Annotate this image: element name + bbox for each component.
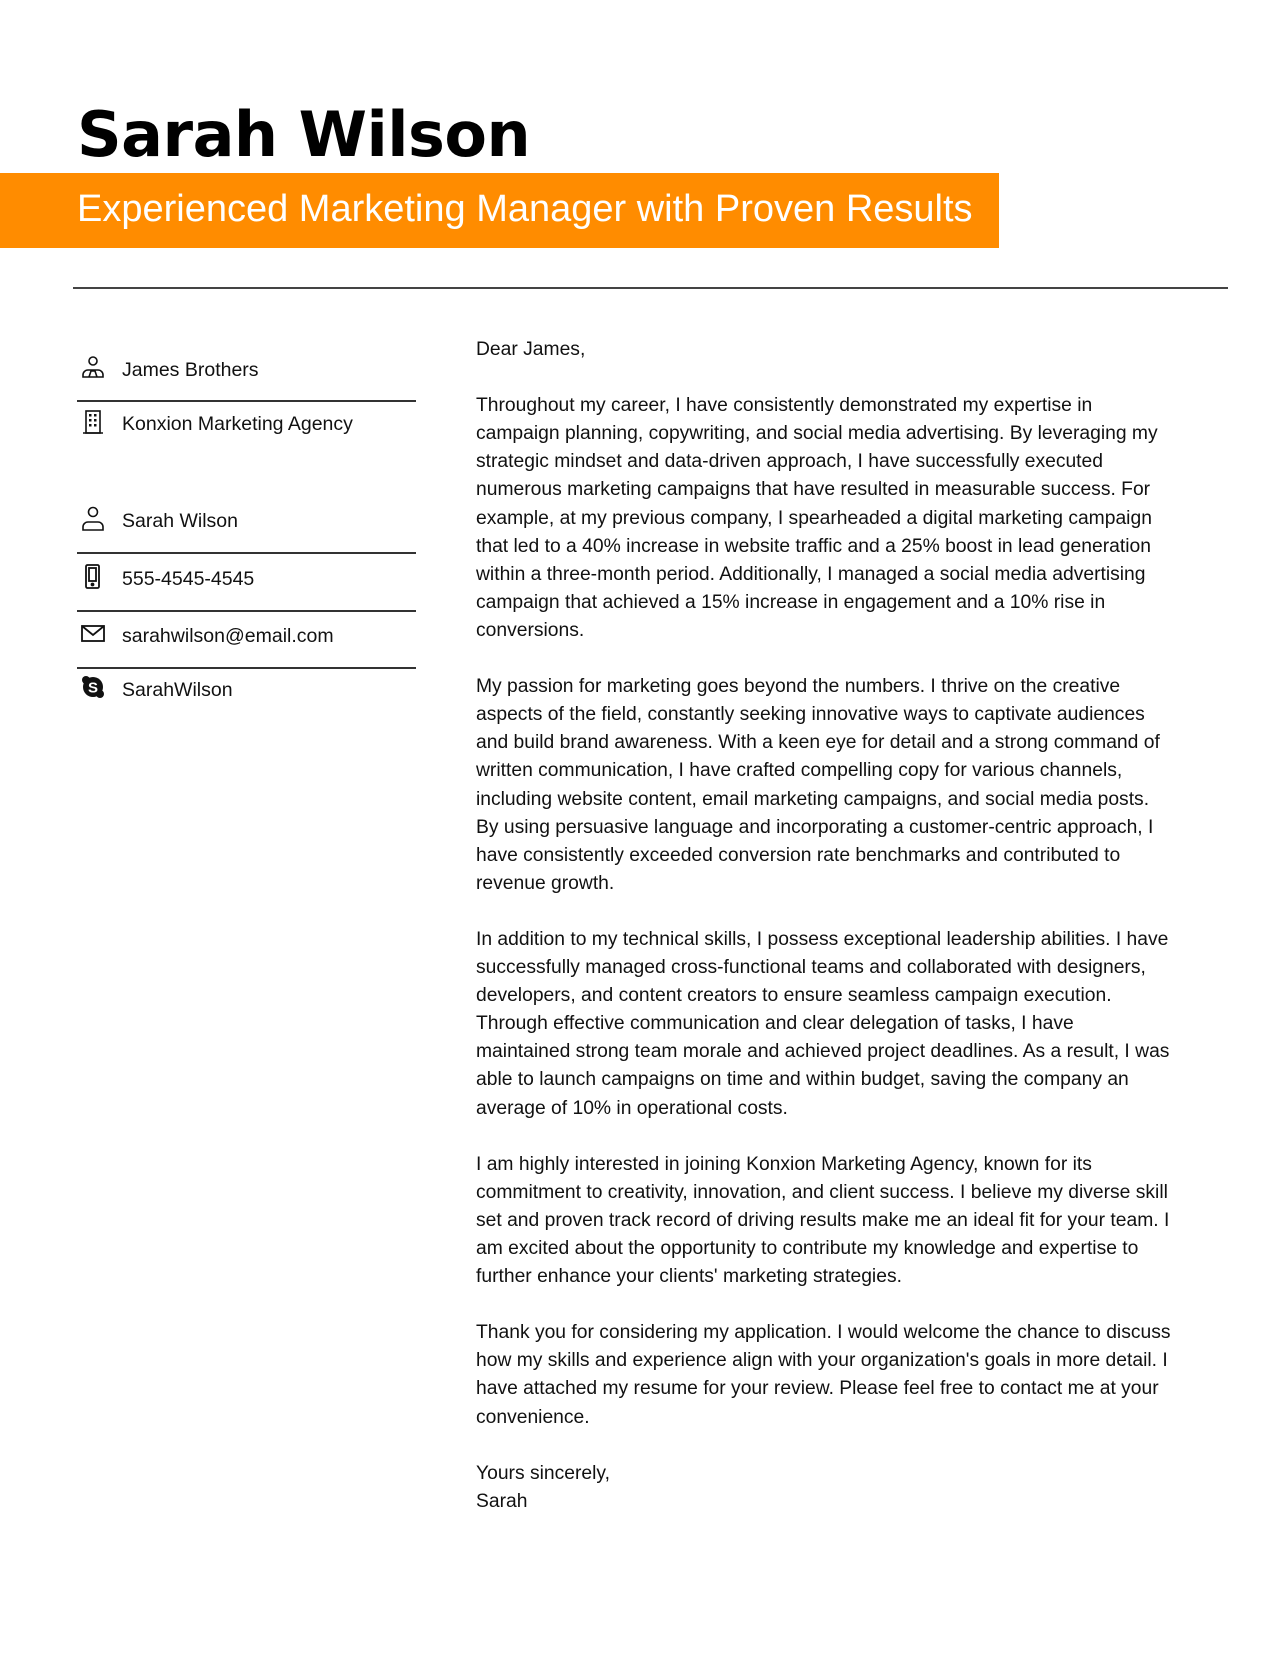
recipient-company: Konxion Marketing Agency <box>122 413 353 435</box>
paragraph-line: within a three-month period. Additionally, I managed a social media advertising <box>476 563 1146 585</box>
paragraph-line: example, at my previous company, I spearheaded a digital marketing campaign <box>476 507 1152 529</box>
email-address[interactable]: sarahwilson@email.com <box>122 625 334 647</box>
recipient-company-item <box>77 409 416 439</box>
phone-icon <box>81 564 105 590</box>
letter-paragraph <box>476 1319 1170 1431</box>
paragraph-line: commitment to creativity, innovation, and client success. I believe my diverse skill <box>476 1181 1168 1203</box>
paragraph-line: revenue growth. <box>476 872 615 894</box>
paragraph-line: campaign planning, copywriting, and social media advertising. By leveraging my <box>476 423 1158 445</box>
divider <box>77 400 416 402</box>
person-icon <box>81 506 105 532</box>
paragraph-line: able to launch campaigns on time and within budget, saving the company an <box>476 1069 1129 1091</box>
paragraph-line: Thank you for considering my application. I would welcome the chance to discuss <box>476 1322 1171 1344</box>
paragraph-line: By using persuasive language and incorporating a customer-centric approach, I <box>476 816 1154 838</box>
paragraph-line: am excited about the opportunity to contribute my knowledge and expertise to <box>476 1238 1139 1259</box>
paragraph-line: have consistently exceeded conversion rate benchmarks and contributed to <box>476 844 1121 866</box>
skype-icon <box>81 675 105 701</box>
signature: Sarah <box>476 1490 528 1512</box>
envelope-icon <box>81 621 105 647</box>
paragraph-line: how my skills and experience align with your organization's goals in more detail. I <box>476 1350 1168 1372</box>
paragraph-line: have attached my resume for your review. Please feel free to contact me at your <box>476 1378 1159 1400</box>
recipient-name-item <box>77 355 416 385</box>
paragraph-line: set and proven track record of driving results make me an ideal fit for your team. I <box>476 1209 1170 1231</box>
paragraph-line: Through effective communication and clear delegation of tasks, I have <box>476 1013 1074 1035</box>
sender-name: Sarah Wilson <box>122 510 238 532</box>
svg-text:S: S <box>87 679 99 697</box>
letter-paragraph <box>476 673 1170 898</box>
letter-paragraph <box>476 1151 1170 1291</box>
paragraph-line: My passion for marketing goes beyond the numbers. I thrive on the creative <box>476 676 1121 698</box>
building-icon <box>81 409 105 435</box>
paragraph-line: including website content, email marketing campaigns, and social media posts. <box>476 788 1150 810</box>
paragraph-line: written communication, I have crafted compelling copy for various channels, <box>476 760 1123 782</box>
paragraph-line: that led to a 40% increase in website traffic and a 25% boost in lead generation <box>476 535 1151 557</box>
phone-number: 555-4545-4545 <box>122 568 255 590</box>
paragraph-line: conversions. <box>476 619 585 641</box>
paragraph-line: Throughout my career, I have consistently demonstrated my expertise in <box>476 395 1093 417</box>
divider <box>77 610 416 612</box>
email-item <box>77 621 416 651</box>
header-divider <box>73 287 1228 289</box>
closing: Yours sincerely, <box>476 1462 610 1484</box>
skype-handle: SarahWilson <box>122 679 233 701</box>
letter-body <box>476 336 1170 1516</box>
paragraph-line: developers, and content creators to ensure seamless campaign execution. <box>476 985 1112 1007</box>
paragraph-line: strategic mindset and data-driven approach, I have successfully executed <box>476 451 1103 473</box>
paragraph-line: maintained strong team morale and achieved project deadlines. As a result, I was <box>476 1041 1170 1063</box>
paragraph-line: and build brand awareness. With a keen eye for detail and a strong command of <box>476 732 1160 754</box>
letter-paragraph <box>476 392 1170 645</box>
applicant-name: Sarah Wilson <box>77 98 531 171</box>
recipient-name: James Brothers <box>122 359 259 381</box>
paragraph-line: further enhance your clients' marketing strategies. <box>476 1266 902 1288</box>
greeting: Dear James, <box>476 339 586 360</box>
paragraph-line: numerous marketing campaigns that have resulted in measurable success. For <box>476 479 1151 501</box>
paragraph-line: convenience. <box>476 1406 590 1428</box>
paragraph-line: campaign that achieved a 15% increase in engagement and a 10% rise in <box>476 591 1106 613</box>
tagline: Experienced Marketing Manager with Proven Results <box>77 188 973 230</box>
paragraph-line: average of 10% in operational costs. <box>476 1097 788 1119</box>
paragraph-line: I am highly interested in joining Konxion Marketing Agency, known for its <box>476 1153 1092 1175</box>
phone-item <box>77 564 416 594</box>
divider <box>77 667 416 669</box>
paragraph-line: successfully managed cross-functional teams and collaborated with designers, <box>476 957 1146 979</box>
paragraph-line: aspects of the field, constantly seeking innovative ways to captivate audiences <box>476 704 1145 726</box>
manager-icon <box>81 355 105 381</box>
divider <box>77 552 416 554</box>
skype-item <box>77 675 416 705</box>
paragraph-line: In addition to my technical skills, I possess exceptional leadership abilities. I have <box>476 928 1169 950</box>
tagline-banner <box>0 173 999 248</box>
letter-paragraph <box>476 926 1170 1123</box>
sender-name-item <box>77 506 416 536</box>
